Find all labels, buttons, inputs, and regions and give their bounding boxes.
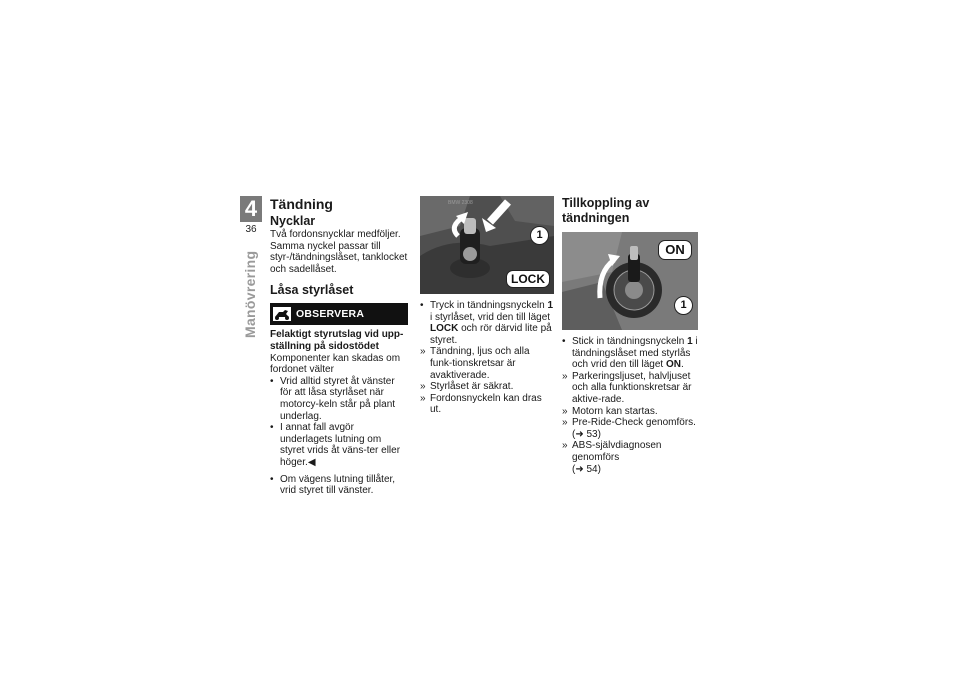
heading-nycklar: Nycklar	[270, 214, 316, 228]
list-item: » ABS-självdiagnosen genomförs (➜ 54)	[562, 440, 662, 475]
result-list	[562, 371, 702, 475]
list-item: » Parkeringsljuset, halvljuset och alla funktionskretsar är aktive-rade.	[562, 370, 692, 405]
end-marker-icon: ◀	[307, 456, 316, 468]
chapter-title-vertical: Manövrering	[242, 250, 258, 338]
column-1	[270, 196, 408, 497]
step-list	[270, 474, 408, 497]
column-2	[420, 196, 554, 416]
list-item: » Motorn kan startas.	[562, 405, 658, 417]
note-list	[270, 376, 408, 469]
figure-code: BMW 2308	[448, 200, 473, 206]
list-item: » Tändning, ljus och alla funk-tionskretsar är avaktiverade.	[420, 346, 530, 381]
page-number: 36	[245, 224, 257, 235]
list-item: • Vrid alltid styret åt vänster för att låsa styrlåset när motorcy-keln står på plant underlag.	[270, 375, 396, 422]
callout-number-1: 1	[674, 296, 693, 315]
result-list	[420, 346, 554, 416]
section-title-tandning: Tändning	[270, 196, 333, 212]
motorcycle-warning-icon	[273, 307, 291, 321]
ignition-on-figure	[562, 232, 698, 330]
note-title: Felaktigt styrutslag vid upp-ställning på sidostödet	[270, 329, 404, 352]
list-item: • Om vägens lutning tillåter, vrid styret till vänster.	[270, 473, 396, 497]
step-list	[562, 336, 702, 371]
heading-lasa-styrlaset: Låsa styrlåset	[270, 283, 354, 298]
heading-tillkoppling: Tillkoppling av tändningen	[562, 196, 650, 225]
list-item: • Tryck in tändningsnyckeln 1 i styrlåset, vrid den till läget LOCK och rör därvid lite på styret.	[420, 300, 554, 346]
note-label: OBSERVERA	[296, 308, 365, 321]
on-label: ON	[658, 240, 692, 260]
list-item: » Pre-Ride-Check genomförs. (➜ 53)	[562, 417, 696, 440]
list-item: » Fordonsnyckeln kan dras ut.	[420, 392, 542, 416]
list-item: • Stick in tändningsnyckeln 1 i tändningslåset med styrlås och vrid den till läget ON.	[562, 336, 698, 371]
step-list	[420, 300, 554, 346]
list-item: • I annat fall avgör underlagets lutning om styret vrids åt väns-ter eller höger.◀	[270, 422, 401, 468]
lock-label: LOCK	[506, 270, 550, 288]
note-text: Komponenter kan skadas om fordonet välter	[270, 352, 401, 376]
column-3	[562, 196, 702, 475]
page-reference[interactable]: (➜ 53)	[572, 428, 601, 440]
chapter-number: 4	[240, 196, 262, 222]
steering-lock-figure	[420, 196, 554, 294]
list-item: » Styrlåset är säkrat.	[420, 381, 514, 393]
page-reference[interactable]: (➜ 54)	[572, 463, 601, 475]
note-banner	[270, 303, 408, 325]
callout-number-1: 1	[530, 226, 549, 245]
keys-text: Två fordonsnycklar medföljer. Samma nyckel passar till styr-/tändningslåset, tanklocket och sadellåset.	[270, 229, 408, 275]
